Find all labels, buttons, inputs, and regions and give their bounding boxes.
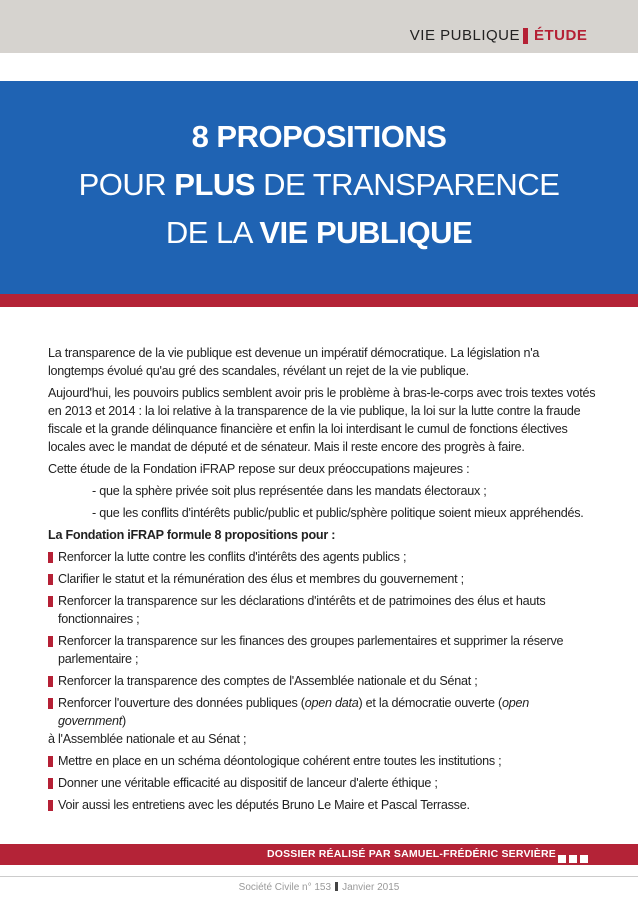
page-footer <box>0 882 638 893</box>
proposition-item: Renforcer la transparence sur les finances des groupes parlementaires et supprimer la réserve parlementaire ; <box>48 632 596 668</box>
title-word-pour: POUR <box>78 167 167 202</box>
bullet-square-icon <box>48 756 53 767</box>
title-word-de: DE <box>263 167 306 202</box>
intro-paragraph-1: La transparence de la vie publique est devenue un impératif démocratique. La législation n'a longtemps évolué qu'au gré des scandales, révélant un rejet de la vie publique. <box>48 346 540 378</box>
proposition-item: Donner une véritable efficacité au dispositif de lanceur d'alerte éthique ; <box>48 774 596 792</box>
bullet-square-icon <box>48 698 53 709</box>
publication-name: Société Civile n° 153 <box>238 882 332 893</box>
top-banner <box>0 0 638 53</box>
bullet-square-icon <box>48 552 53 563</box>
section-label: VIE PUBLIQUE <box>409 27 520 44</box>
author-credit: DOSSIER RÉALISÉ PAR SAMUEL-FRÉDÉRIC SERVIÈRE <box>266 848 556 860</box>
proposition-item: Renforcer l'ouverture des données publiques (open data) et la démocratie ouverte (open government) à l'Assemblée nationale et au Sénat ; <box>48 696 529 746</box>
bullet-square-icon <box>48 636 53 647</box>
title-word-vie-publique: VIE PUBLIQUE <box>259 215 473 250</box>
proposition-item: Mettre en place en un schéma déontologique cohérent entre toutes les institutions ; <box>48 752 596 770</box>
proposition-item: Renforcer la transparence sur les déclarations d'intérêts et de patrimoines des élus et hauts fonctionnaires ; <box>48 592 596 628</box>
footer-divider <box>0 876 638 877</box>
proposition-item: Voir aussi les entretiens avec les députés Bruno Le Maire et Pascal Terrasse. <box>48 796 596 814</box>
bullet-square-icon <box>48 596 53 607</box>
title-word-transparence: TRANSPARENCE <box>312 167 560 202</box>
body-text <box>48 344 596 818</box>
title-word-plus: PLUS <box>174 167 255 202</box>
publication-date: Janvier 2015 <box>342 882 400 893</box>
proposition-item: Renforcer la transparence des comptes de l'Assemblée nationale et du Sénat ; <box>48 672 596 690</box>
proposition-item: Renforcer la lutte contre les conflits d'intérêts des agents publics ; <box>48 548 596 566</box>
intro-paragraph-2: Aujourd'hui, les pouvoirs publics semblent avoir pris le problème à bras-le-corps avec trois textes votés en 2013 et 2014 : la loi relative à la transparence de la vie publique, la loi sur la lutte contre la fraude fiscale et la grande délinquance financière et enfin la loi interdisant le cumul de fonctions électives locales avec le mandat de député et de sénateur. Mais il reste encore des progrès à faire. <box>48 386 596 454</box>
title-banner-stripe <box>0 294 638 307</box>
bullet-square-icon <box>48 574 53 585</box>
credit-banner <box>0 844 638 865</box>
concern-1: - que la sphère privée soit plus représentée dans les mandats électoraux ; <box>92 484 487 498</box>
intro-paragraph-3: Cette étude de la Fondation iFRAP repose sur deux préoccupations majeures : <box>48 462 470 476</box>
page-title <box>0 113 638 257</box>
title-line1: 8 PROPOSITIONS <box>191 119 447 154</box>
bullet-square-icon <box>48 800 53 811</box>
propositions-heading: La Fondation iFRAP formule 8 propositions pour : <box>48 528 336 542</box>
bullet-square-icon <box>48 778 53 789</box>
footer-separator <box>335 882 338 891</box>
section-tag: ÉTUDE <box>534 27 588 44</box>
section-separator <box>523 28 528 44</box>
title-word-de-la: DE LA <box>165 215 252 250</box>
decorative-squares-icon <box>555 850 588 868</box>
proposition-item: Clarifier le statut et la rémunération des élus et membres du gouvernement ; <box>48 570 596 588</box>
bullet-square-icon <box>48 676 53 687</box>
concern-2: - que les conflits d'intérêts public/public et public/sphère politique soient mieux appréhendés. <box>92 506 584 520</box>
